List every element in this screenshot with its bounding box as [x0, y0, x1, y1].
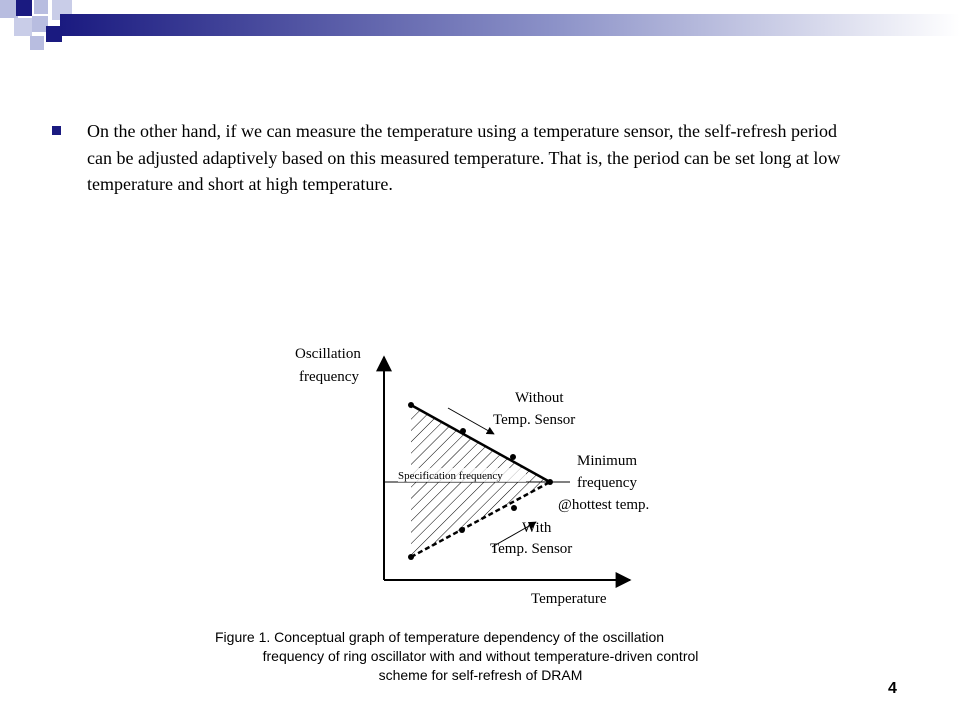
with-point	[459, 527, 465, 533]
x-axis-label: Temperature	[531, 591, 607, 607]
minimum-label: Minimum	[577, 453, 638, 469]
spec-frequency-label: Specification frequency	[398, 470, 503, 482]
caption-line-1: Figure 1. Conceptual graph of temperature dependency of the oscillation	[215, 629, 665, 645]
figure-caption	[215, 628, 745, 685]
minimum-label-3: @hottest temp.	[558, 497, 650, 513]
without-point	[510, 454, 516, 460]
with-label-2: Temp. Sensor	[490, 541, 573, 557]
without-point	[460, 428, 466, 434]
with-point	[408, 554, 414, 560]
without-label: Without	[515, 390, 564, 406]
bullet-text: On the other hand, if we can measure the temperature using a temperature sensor, the self-refresh period can be adjusted adaptively based on this measured temperature. That is, the period can be set long at low temperature and short at high temperature.	[87, 121, 841, 194]
with-label: With	[522, 520, 552, 536]
y-axis-label: Oscillation	[295, 346, 361, 362]
frequency-temperature-diagram	[280, 335, 700, 635]
y-axis-label-2: frequency	[299, 369, 359, 385]
without-label-2: Temp. Sensor	[493, 412, 576, 428]
caption-line-2: frequency of ring oscillator with and without temperature-driven control	[262, 648, 699, 664]
bullet-square-icon	[52, 126, 61, 135]
page-number: 4	[888, 680, 897, 697]
without-point	[408, 402, 414, 408]
bullet-paragraph	[52, 118, 862, 198]
minimum-label-2: frequency	[577, 475, 637, 491]
with-point	[511, 505, 517, 511]
caption-line-3: scheme for self-refresh of DRAM	[378, 667, 583, 683]
header-decoration	[0, 0, 960, 60]
